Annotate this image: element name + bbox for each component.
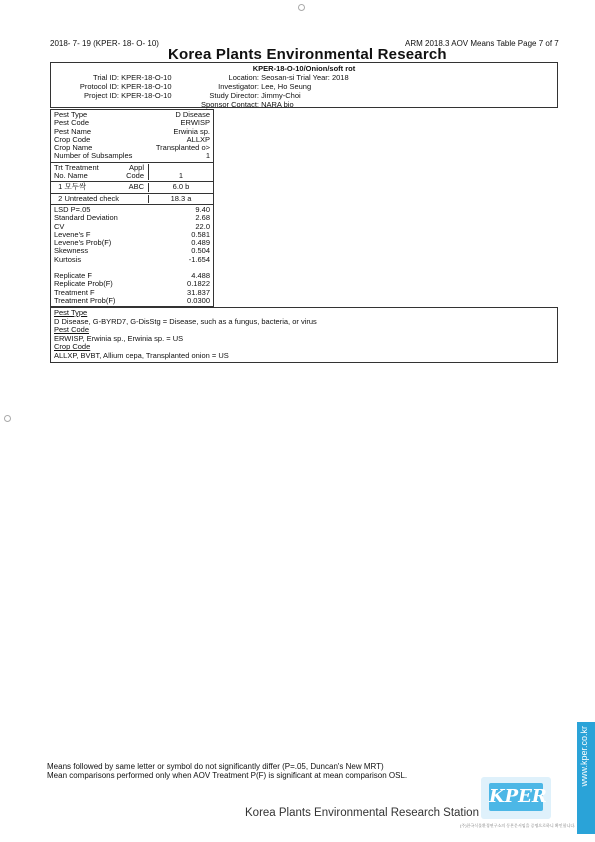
stat-value: 0.0300 (187, 295, 210, 305)
table-row (51, 214, 213, 222)
meta-value: D Disease (175, 110, 210, 119)
trt-name: 모두싹 (64, 182, 87, 192)
meta-value: ERWISP (180, 118, 210, 128)
trial-id-label: Trial ID: (93, 73, 119, 82)
sponsor-label: Sponsor Contact: (201, 100, 259, 109)
kper-logo (481, 777, 551, 819)
stat-label: LSD P=.05 (54, 204, 91, 214)
meta-label: Pest Code (54, 118, 90, 128)
stat-value: 0.489 (191, 238, 210, 248)
stat-value: 0.1822 (187, 279, 210, 289)
trial-ids (51, 73, 172, 100)
trial-people (155, 73, 349, 109)
footnote (47, 763, 407, 780)
trt-no: 1 (58, 182, 63, 192)
meta-label: Number of Subsamples (54, 151, 133, 161)
treatment-row-2 (51, 194, 213, 205)
stat-label: Skewness (54, 246, 89, 256)
stat-value: 0.581 (191, 229, 210, 239)
stats-section (51, 205, 213, 306)
trial-id-value: KPER-18-O-10 (121, 73, 172, 82)
trial-info-box (50, 62, 558, 108)
notes-heading-crop-code: Crop Code (54, 342, 91, 352)
notes-heading-pest-type: Pest Type (54, 308, 88, 317)
notes-crop-code: ALLXP, BVBT, Allium cepa, Transplanted onion = US (54, 350, 229, 360)
stat-label: Replicate F (54, 271, 92, 281)
notes-pest-code: ERWISP, Erwinia sp., Erwinia sp. = US (54, 333, 184, 343)
table-row (51, 152, 213, 160)
website-url: www.kper.co.kr (579, 726, 589, 787)
meta-label: Pest Type (54, 110, 88, 119)
protocol-id-label: Protocol ID: (79, 82, 119, 91)
treatment-header (51, 163, 213, 183)
page-title: Korea Plants Environmental Research (168, 46, 447, 63)
stat-label: Levene's F (54, 229, 91, 239)
study-director-value: Jimmy-Choi (261, 91, 301, 100)
stat-value: 4.488 (191, 271, 210, 281)
sponsor-value: NARA bio (261, 100, 294, 109)
website-strip (577, 722, 595, 834)
stat-label: CV (54, 221, 65, 231)
stat-label: Standard Deviation (54, 213, 118, 223)
trt-header-d: Code (126, 171, 144, 181)
project-id-value: KPER-18-O-10 (121, 91, 172, 100)
header-date-id: 2018- 7- 19 (KPER- 18- O- 10) (50, 39, 159, 48)
trt-header-e: 1 (178, 171, 184, 181)
trt-code: ABC (128, 182, 144, 192)
punch-hole-top (298, 4, 305, 11)
meta-value: 1 (205, 151, 210, 161)
meta-label: Crop Name (54, 143, 93, 153)
trt-no: 2 (58, 193, 63, 203)
trt-header-a: Trt Treatment (54, 162, 99, 172)
trt-header-c: No. Name (54, 171, 88, 181)
location-label: Location: (228, 73, 259, 82)
kper-logo-text: KPER (489, 783, 543, 811)
notes-heading-pest-code: Pest Code (54, 325, 90, 335)
trial-title: KPER-18-O-10/Onion/soft rot (252, 64, 356, 73)
treatment-row-1 (51, 182, 213, 193)
trt-value: 18.3 a (170, 193, 192, 203)
stat-label: Kurtosis (54, 254, 82, 264)
footnote-line-2: Mean comparisons performed only when AOV Treatment P(F) is significant at mean comparison OSL. (47, 770, 408, 780)
punch-hole-left (4, 415, 11, 422)
trt-header-b: Appl (128, 162, 144, 172)
investigator-label: Investigator: (218, 82, 259, 91)
certification-note: (주)한국식물환경연구소의 동본문서임을 증명으로하니 확인합니다. (460, 823, 576, 828)
project-id-label: Project ID: (83, 91, 119, 100)
location-value: Seosan-si Trial Year: 2018 (261, 73, 349, 82)
stat-label: Treatment Prob(F) (54, 295, 116, 305)
stat-value: 22.0 (195, 221, 210, 231)
stat-value: 9.40 (195, 204, 210, 214)
table-row (51, 297, 213, 305)
meta-section (51, 110, 213, 163)
meta-value: Erwinia sp. (173, 126, 210, 136)
investigator-value: Lee, Ho Seung (261, 82, 312, 91)
study-director-label: Study Director: (209, 91, 259, 100)
table-row (51, 256, 213, 264)
trt-value: 6.0 b (172, 182, 190, 192)
header-page-info: ARM 2018.3 AOV Means Table Page 7 of 7 (405, 39, 559, 48)
stat-value: -1.654 (188, 254, 210, 264)
stat-label: Levene's Prob(F) (54, 238, 112, 248)
means-table (50, 109, 214, 307)
station-name: Korea Plants Environmental Research Station (245, 807, 479, 819)
meta-label: Crop Code (54, 134, 91, 144)
stat-label: Replicate Prob(F) (54, 279, 113, 289)
stat-value: 2.68 (195, 213, 210, 223)
footnote-line-1: Means followed by same letter or symbol do not significantly differ (P=.05, Duncan's New MRT) (47, 762, 384, 771)
stat-label: Treatment F (54, 287, 95, 297)
protocol-id-value: KPER-18-O-10 (121, 82, 172, 91)
trt-name: Untreated check (64, 193, 120, 203)
notes-pest-type: D Disease, G-BYRD7, G-DisStg = Disease, such as a fungus, bacteria, or virus (54, 316, 317, 326)
stat-value: 0.504 (191, 246, 210, 256)
notes-box (50, 307, 558, 363)
meta-value: ALLXP (186, 134, 210, 144)
stat-value: 31.837 (187, 287, 210, 297)
meta-value: Transplanted o> (155, 143, 210, 153)
meta-label: Pest Name (54, 126, 92, 136)
